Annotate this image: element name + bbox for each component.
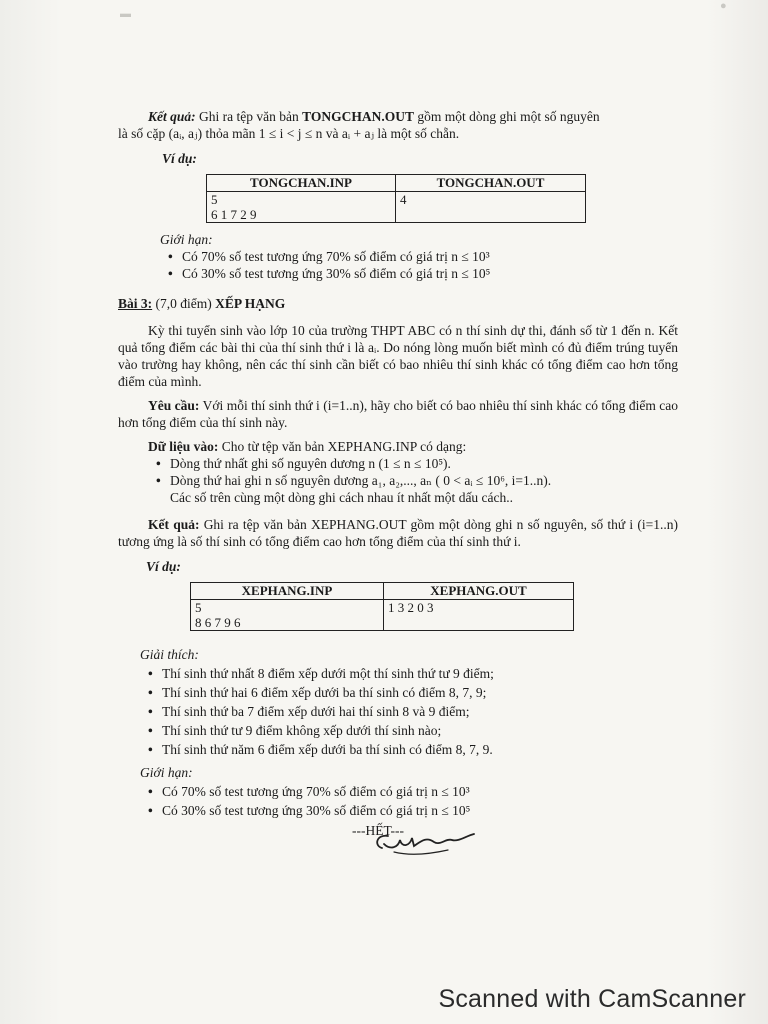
example-label: Ví dụ: bbox=[146, 559, 181, 574]
limit-item: • Có 70% số test tương ứng 70% số điểm có giá trị n ≤ 10³ bbox=[182, 248, 660, 265]
problem-number: Bài 3: bbox=[118, 296, 153, 311]
limit-item: • Có 30% số test tương ứng 30% số điểm có giá trị n ≤ 10⁵ bbox=[162, 801, 660, 820]
inp-line: 8 6 7 9 6 bbox=[195, 615, 241, 630]
limits-list bbox=[160, 248, 660, 282]
out-line: 4 bbox=[400, 192, 407, 207]
bleed-through-mark: ▬ bbox=[120, 8, 131, 20]
input-label: Dữ liệu vào: bbox=[148, 439, 219, 454]
tongchan-example-table bbox=[206, 174, 586, 223]
table-cell-inp bbox=[191, 600, 384, 631]
table-cell-out bbox=[396, 192, 586, 223]
problem-title bbox=[118, 295, 285, 312]
table-header: TONGCHAN.OUT bbox=[396, 175, 586, 192]
requirement bbox=[118, 397, 678, 431]
problem-points: (7,0 điểm) bbox=[155, 296, 212, 311]
result-label: Kết quả: bbox=[148, 109, 196, 124]
result-text: Ghi ra tệp văn bản bbox=[199, 109, 299, 124]
limit-item: • Có 70% số test tương ứng 70% số điểm có giá trị n ≤ 10³ bbox=[162, 782, 660, 801]
table-header: XEPHANG.OUT bbox=[384, 583, 574, 600]
limits-list bbox=[140, 782, 660, 820]
problem-name: XẾP HẠNG bbox=[215, 296, 286, 311]
bleed-through-mark: ● bbox=[720, 0, 727, 12]
output-label: Kết quả: bbox=[148, 517, 200, 532]
table-cell-inp bbox=[207, 192, 396, 223]
example-label: Ví dụ: bbox=[162, 151, 197, 166]
inp-line: 5 bbox=[211, 192, 218, 207]
explanation-item: • Thí sinh thứ năm 6 điểm xếp dưới ba thí sinh có điểm 8, 7, 9. bbox=[162, 740, 660, 759]
problem-intro: Kỳ thi tuyển sinh vào lớp 10 của trường THPT ABC có n thí sinh dự thi, đánh số từ 1 đến n. Kết quả tổng điểm các bài thi của thí sinh thứ i là aᵢ. Do nóng lòng muốn biết mình có đủ điểm trúng tuyển vào trường hay không, nên các thí sinh cần biết có bao nhiêu thí sinh khác có tổng điểm cao hơn tổng điểm của mình. bbox=[118, 323, 678, 389]
table-cell-out bbox=[384, 600, 574, 631]
result-text-cont: gồm một dòng ghi một số nguyên bbox=[417, 109, 600, 124]
inp-line: 6 1 7 2 9 bbox=[211, 207, 257, 222]
input-item: • Dòng thứ nhất ghi số nguyên dương n (1 ≤ n ≤ 10⁵). bbox=[170, 455, 678, 472]
output-text: Ghi ra tệp văn bản XEPHANG.OUT gồm một dòng ghi n số nguyên, số thứ i (i=1..n) tương ứng là số thí sinh có tổng điểm cao hơn tổng điểm của thí sinh thứ i. bbox=[118, 517, 678, 549]
explanation-item: • Thí sinh thứ hai 6 điểm xếp dưới ba thí sinh có điểm 8, 7, 9; bbox=[162, 683, 660, 702]
explain-label: Giải thích: bbox=[140, 647, 199, 662]
limits-label: Giới hạn: bbox=[140, 765, 193, 780]
out-line: 1 3 2 0 3 bbox=[388, 600, 434, 615]
input-note: Các số trên cùng một dòng ghi cách nhau ít nhất một dấu cách.. bbox=[170, 490, 514, 505]
input-item: • Dòng thứ hai ghi n số nguyên dương a₁, a₂,..., aₙ ( 0 < aᵢ ≤ 10⁶, i=1..n). bbox=[170, 472, 678, 489]
output-spec bbox=[118, 516, 678, 550]
end-mark: ---HẾT--- bbox=[352, 823, 404, 838]
explanation-item: • Thí sinh thứ ba 7 điểm xếp dưới hai thí sinh 8 và 9 điểm; bbox=[162, 702, 660, 721]
requirement-text: Với mỗi thí sinh thứ i (i=1..n), hãy cho biết có bao nhiêu thí sinh khác có tổng điểm cao hơn tổng điểm của thí sinh này. bbox=[118, 398, 679, 430]
input-spec bbox=[148, 438, 678, 506]
table-header: TONGCHAN.INP bbox=[207, 175, 396, 192]
explanation-item: • Thí sinh thứ nhất 8 điểm xếp dưới một thí sinh thứ tư 9 điểm; bbox=[162, 664, 660, 683]
xephang-example-table bbox=[190, 582, 574, 631]
explanation-item: • Thí sinh thứ tư 9 điểm không xếp dưới thí sinh nào; bbox=[162, 721, 660, 740]
result-line-2: là số cặp (aᵢ, aⱼ) thỏa mãn 1 ≤ i < j ≤ n và aᵢ + aⱼ là một số chẵn. bbox=[118, 126, 460, 141]
requirement-label: Yêu cầu: bbox=[148, 398, 200, 413]
tongchan-result bbox=[118, 108, 678, 142]
signature-image bbox=[370, 822, 480, 862]
table-header: XEPHANG.INP bbox=[191, 583, 384, 600]
camscanner-watermark: Scanned with CamScanner bbox=[438, 985, 746, 1013]
result-file: TONGCHAN.OUT bbox=[302, 109, 414, 124]
explanations-list bbox=[140, 664, 660, 759]
limits-label: Giới hạn: bbox=[160, 232, 213, 247]
input-text: Cho từ tệp văn bản XEPHANG.INP có dạng: bbox=[221, 439, 467, 454]
limit-item: • Có 30% số test tương ứng 30% số điểm có giá trị n ≤ 10⁵ bbox=[182, 265, 660, 282]
inp-line: 5 bbox=[195, 600, 202, 615]
